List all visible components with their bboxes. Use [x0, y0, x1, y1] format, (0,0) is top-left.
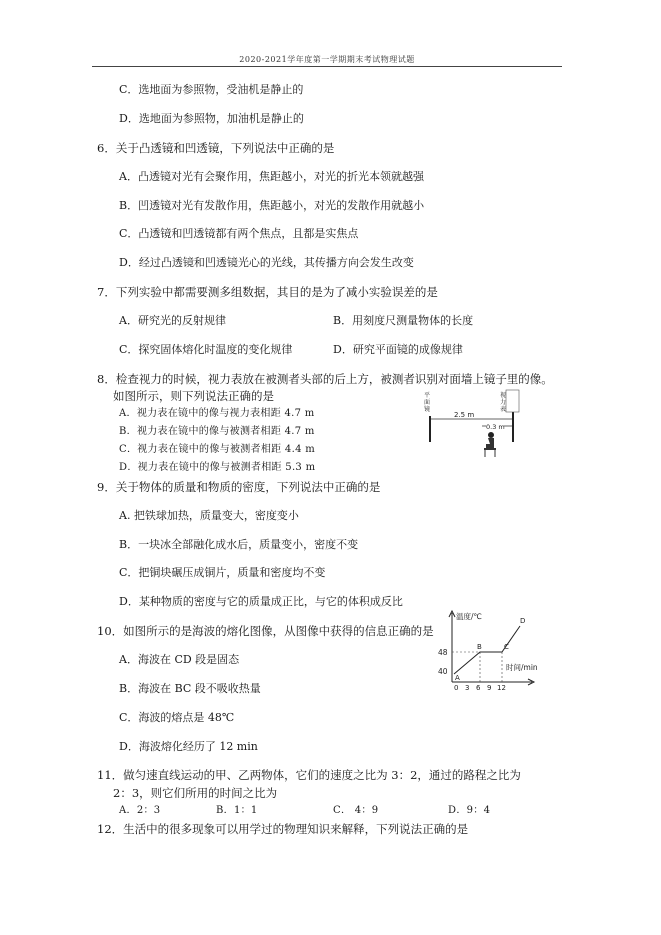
- q9-option-b: B．一块冰全部融化成水后，质量变小，密度不变: [119, 538, 359, 551]
- x-tick-6: 6: [476, 684, 481, 690]
- q8-option-b: B．视力表在镜中的像与被测者相距 4.7 m: [119, 426, 315, 437]
- vision-test-figure: [420, 388, 525, 463]
- x-tick-9: 9: [487, 684, 492, 690]
- chart-label-3: 表: [500, 406, 507, 413]
- q8-stem-line1: 8．检查视力的时候，视力表放在被测者头部的后上方，被测者识别对面墙上镜子里的像。: [97, 372, 553, 386]
- q10-option-b: B．海波在 BC 段不吸收热量: [119, 682, 261, 695]
- header-rule: [92, 66, 562, 67]
- point-b-label: B: [477, 643, 482, 651]
- point-c-label: C: [504, 643, 509, 651]
- person-body: [486, 438, 494, 448]
- y-tick-48: 48: [438, 648, 448, 657]
- x-tick-0: 0: [454, 684, 459, 690]
- chart-label-1: 视: [500, 392, 507, 399]
- q7-option-d: D．研究平面镜的成像规律: [333, 343, 463, 356]
- q8-option-d: D．视力表在镜中的像与被测者相距 5.3 m: [119, 462, 316, 473]
- q7-option-a: A．研究光的反射规律: [119, 314, 226, 327]
- q6-option-a: A．凸透镜对光有会聚作用，焦距越小，对光的折光本领就越强: [119, 170, 424, 183]
- y-axis-label: 温度/℃: [456, 612, 482, 621]
- distance-label-short: 0.3 m: [486, 423, 505, 431]
- chair-seat: [484, 448, 496, 450]
- q11-option-b: B．1：1: [216, 805, 258, 816]
- x-tick-3: 3: [465, 684, 470, 690]
- point-a-label: A: [455, 674, 460, 682]
- q6-stem: 6．关于凸透镜和凹透镜，下列说法中正确的是: [97, 141, 335, 155]
- person-head: [488, 432, 494, 438]
- page-header: 2020-2021学年度第一学期期末考试物理试题: [239, 55, 415, 64]
- eye-chart-box: [506, 390, 519, 412]
- point-d-label: D: [520, 617, 526, 625]
- q11-option-c: C． 4：9: [333, 805, 379, 816]
- q10-option-d: D．海波熔化经历了 12 min: [119, 740, 258, 753]
- q9-option-a: A. 把铁球加热，质量变大，密度变小: [119, 509, 299, 522]
- q11-stem-line2: 2：3，则它们所用的时间之比为: [113, 786, 278, 800]
- q11-option-a: A．2：3: [119, 805, 161, 816]
- q7-stem: 7．下列实验中都需要测多组数据，其目的是为了减小实验误差的是: [97, 285, 438, 299]
- q7-option-b: B．用刻度尺测量物体的长度: [333, 314, 474, 327]
- q10-option-c: C．海波的熔点是 48℃: [119, 711, 235, 724]
- q8-option-c: C．视力表在镜中的像与被测者相距 4.4 m: [119, 444, 315, 455]
- distance-label-long: 2.5 m: [454, 411, 475, 419]
- chart-label-2: 力: [500, 399, 507, 406]
- q9-stem: 9．关于物体的质量和物质的密度，下列说法中正确的是: [97, 480, 381, 494]
- q9-option-d: D．某种物质的密度与它的质量成正比，与它的体积成反比: [119, 595, 403, 608]
- x-tick-12: 12: [497, 684, 506, 690]
- q5-option-d: D．选地面为参照物，加油机是静止的: [119, 112, 304, 125]
- q8-stem-line2: 如图所示，则下列说法正确的是: [113, 389, 274, 403]
- mirror-label-3: 镜: [424, 406, 431, 413]
- q7-option-c: C．探究固体熔化时温度的变化规律: [119, 343, 293, 356]
- mirror-label-2: 面: [424, 399, 431, 406]
- q6-option-c: C．凸透镜和凹透镜都有两个焦点，且都是实焦点: [119, 227, 359, 240]
- mirror-label-1: 平: [424, 392, 431, 399]
- q9-option-c: C．把铜块碾压成铜片，质量和密度均不变: [119, 566, 326, 579]
- q5-option-c: C．选地面为参照物，受油机是静止的: [119, 83, 304, 96]
- q11-option-d: D．9：4: [448, 805, 491, 816]
- q6-option-b: B．凹透镜对光有发散作用，焦距越小，对光的发散作用就越小: [119, 199, 425, 212]
- q12-stem: 12．生活中的很多现象可以用学过的物理知识来解释，下列说法正确的是: [97, 822, 469, 836]
- q10-stem: 10．如图所示的是海波的熔化图像，从图像中获得的信息正确的是: [97, 624, 434, 638]
- melting-graph: [432, 608, 552, 690]
- q11-stem-line1: 11．做匀速直线运动的甲、乙两物体，它们的速度之比为 3：2，通过的路程之比为: [97, 768, 521, 782]
- q8-option-a: A．视力表在镜中的像与视力表相距 4.7 m: [119, 408, 315, 419]
- q6-option-d: D．经过凸透镜和凹透镜光心的光线，其传播方向会发生改变: [119, 256, 414, 269]
- y-tick-40: 40: [438, 667, 448, 676]
- q10-option-a: A．海波在 CD 段是固态: [119, 653, 240, 666]
- x-axis-label: 时间/min: [506, 663, 538, 672]
